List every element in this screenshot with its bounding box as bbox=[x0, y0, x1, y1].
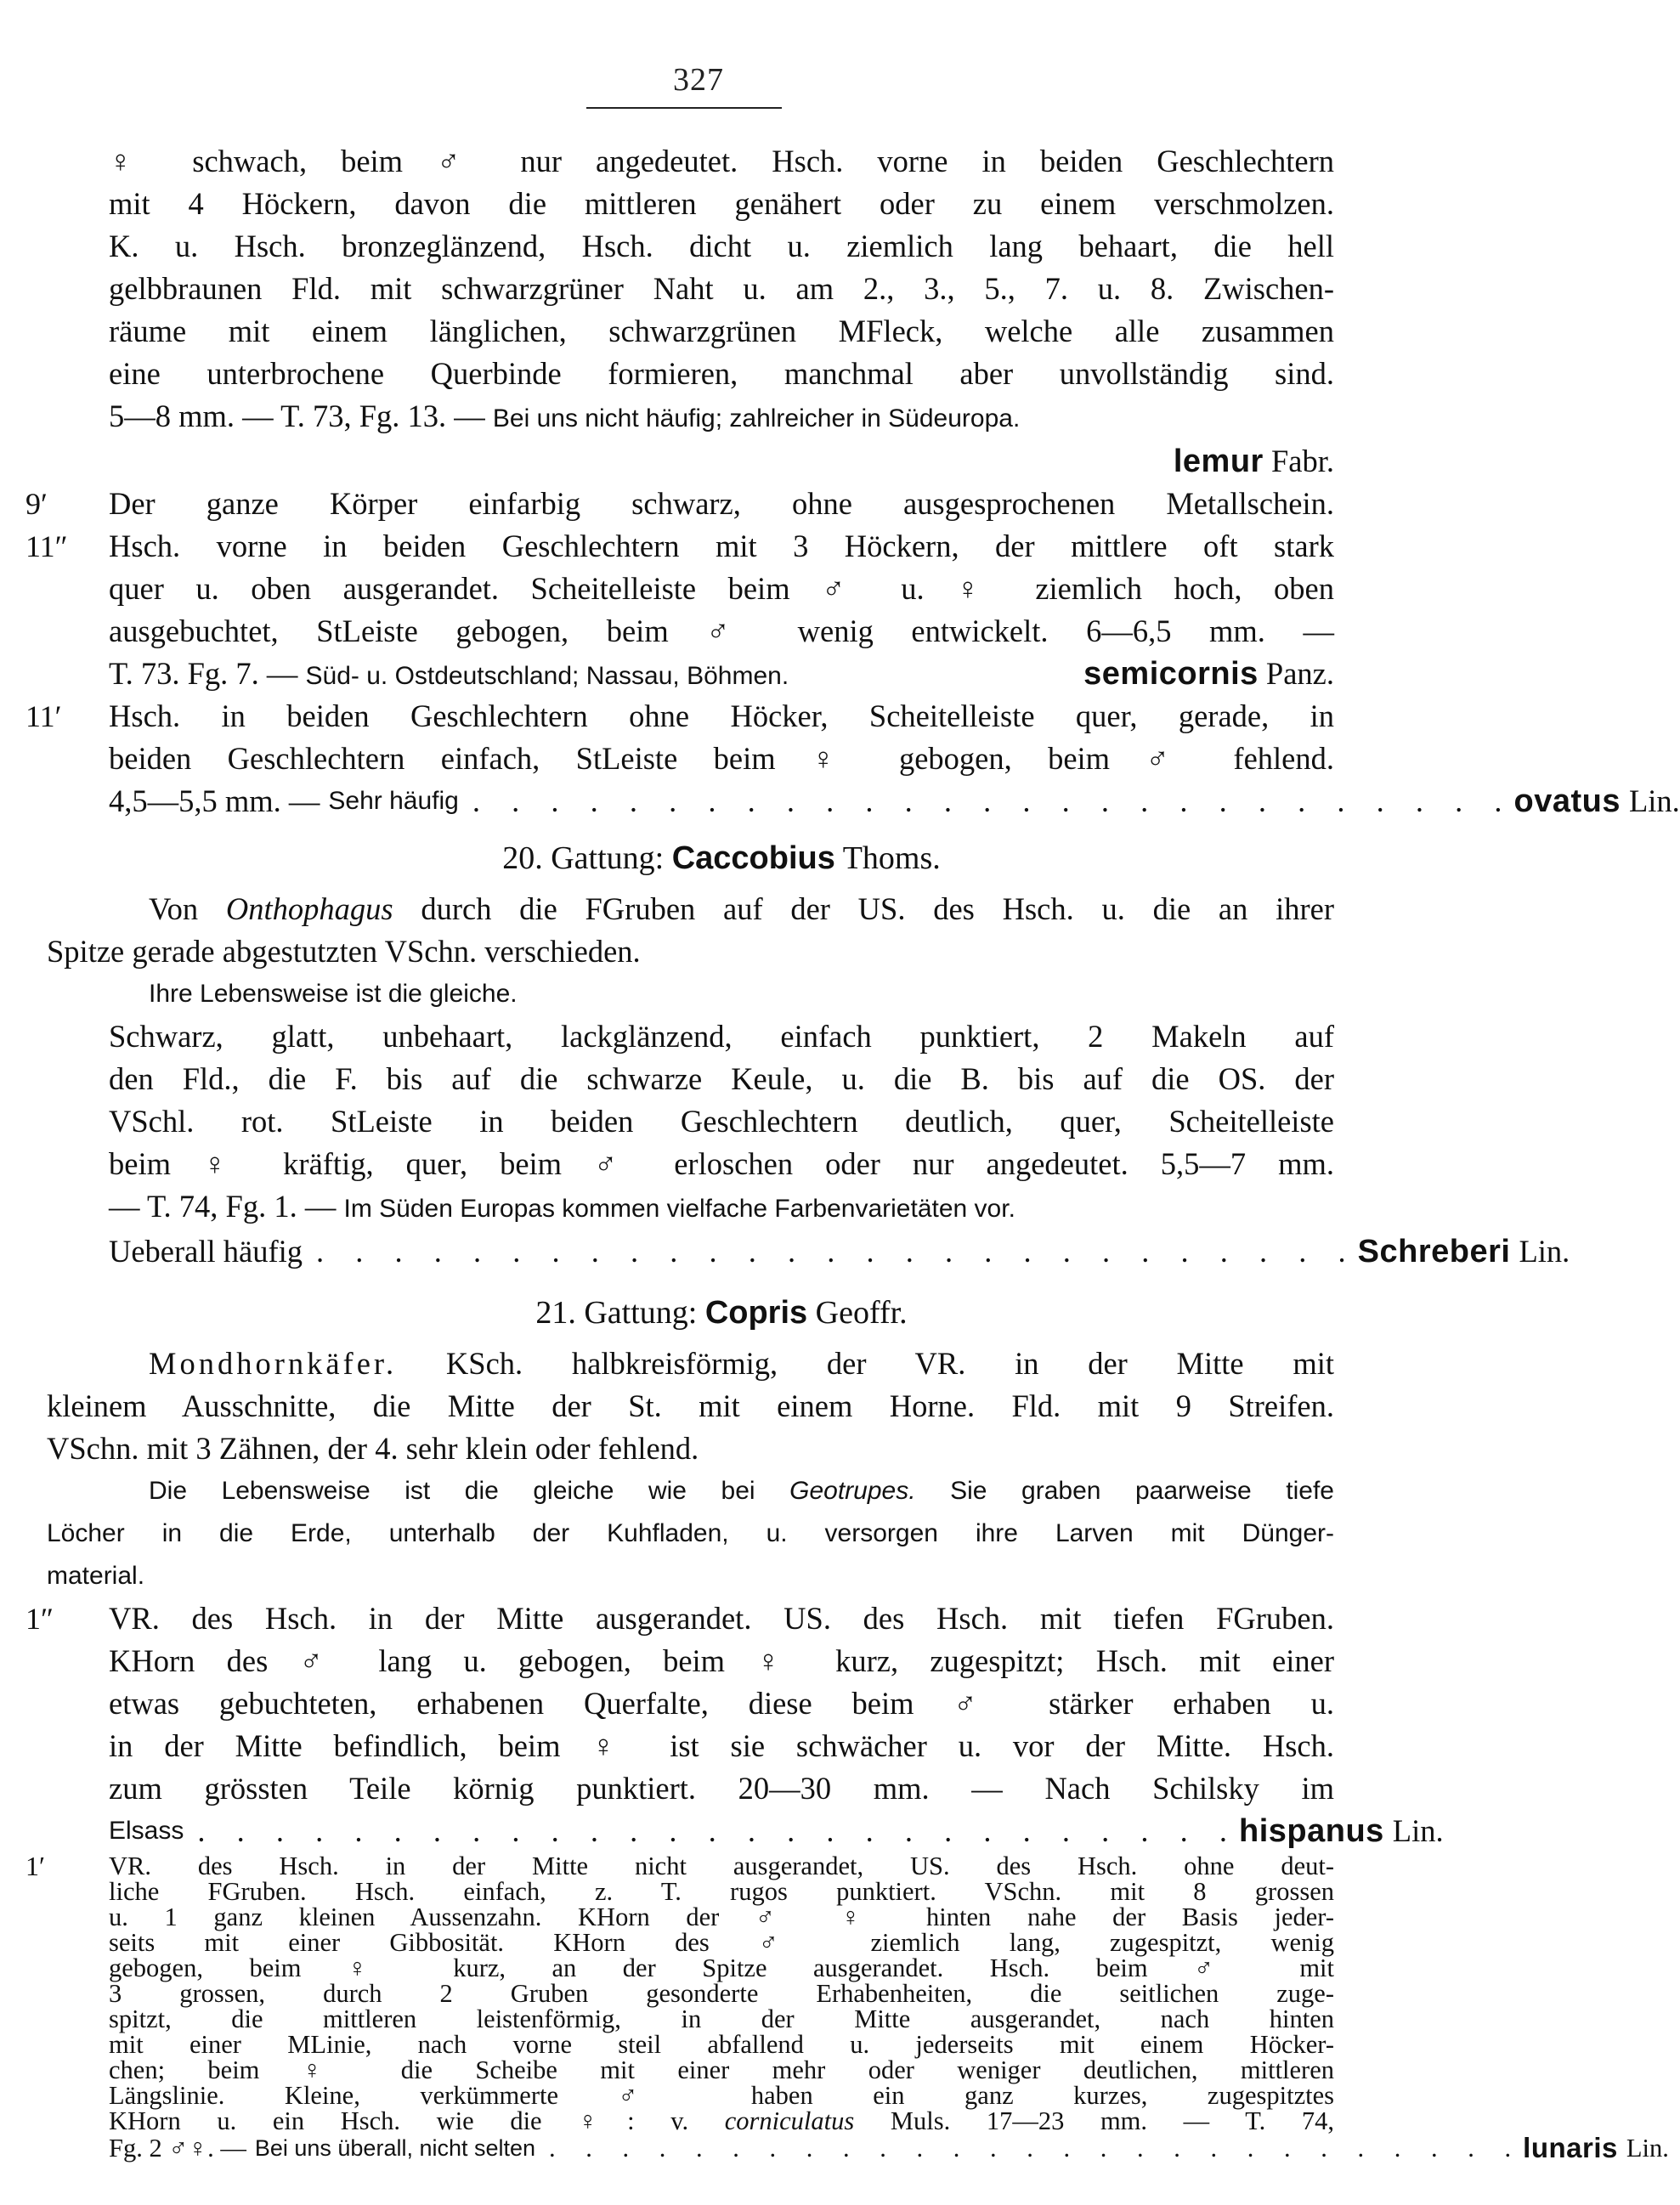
leader-line bbox=[109, 1810, 1444, 1852]
text-line: VSchn. mit 3 Zähnen, der 4. sehr klein oder fehlend. bbox=[47, 1431, 699, 1466]
text-line: Längslinie. Kleine, verkümmerte ♂ haben ein ganz kurzes, zugespitztes bbox=[109, 2081, 1334, 2110]
reference-text: Fg. 2 ♂♀. — bbox=[109, 2134, 246, 2163]
text-line: kleinem Ausschnitte, die Mitte der St. mit einem Horne. Fld. mit 9 Streifen. bbox=[47, 1388, 1334, 1423]
text-line: gebogen, beim ♀ kurz, an der Spitze ausgerandet. Hsch. beim ♂ mit bbox=[109, 1953, 1334, 1982]
text-line: in der Mitte befindlich, beim ♀ ist sie schwächer u. vor der Mitte. Hsch. bbox=[109, 1728, 1334, 1763]
genus-heading bbox=[109, 837, 1334, 879]
genus-number: 21. Gattung: bbox=[535, 1295, 698, 1331]
variety-italic: corniculatus bbox=[724, 2106, 855, 2135]
genus-number: 20. Gattung: bbox=[502, 840, 665, 876]
leader-line bbox=[109, 2132, 1669, 2163]
text-line: ♀ schwach, beim ♂ nur angedeutet. Hsch. vorne in beiden Geschlechtern bbox=[109, 144, 1334, 178]
text-line: räume mit einem länglichen, schwarzgrünen MFleck, welche alle zusammen bbox=[109, 314, 1334, 348]
common-name: Mondhornkäfer. bbox=[149, 1346, 398, 1381]
key-marker: 11′ bbox=[25, 699, 62, 733]
text-line: gelbbraunen Fld. mit schwarzgrüner Naht u. am 2., 3., 5., 7. u. 8. Zwischen- bbox=[109, 271, 1334, 306]
reference-text: T. 73. Fg. 7. — bbox=[109, 656, 298, 691]
leader-dots: . . . . . . . . . . . . . . . . . . . . . . . . . . . bbox=[197, 1813, 1239, 1848]
genus-name: Caccobius bbox=[671, 840, 835, 876]
species-author: Lin. bbox=[1392, 1813, 1444, 1848]
species-line bbox=[109, 440, 1334, 483]
text-line: Hsch. vorne in beiden Geschlechtern mit 3 Höckern, der mittlere oft stark bbox=[109, 529, 1334, 563]
distribution-note: Ueberall häufig bbox=[109, 1234, 303, 1269]
leader-line bbox=[109, 780, 1680, 823]
species-name: lemur bbox=[1173, 444, 1264, 479]
biology-note: material. bbox=[47, 1562, 145, 1590]
text-line bbox=[109, 653, 1334, 695]
text-line: VR. des Hsch. in der Mitte ausgerandet. US. des Hsch. mit tiefen FGruben. bbox=[109, 1601, 1334, 1636]
biology-note: Ihre Lebensweise ist die gleiche. bbox=[149, 980, 518, 1008]
page-number: 327 bbox=[673, 62, 724, 98]
key-marker: 1′ bbox=[25, 1851, 45, 1881]
distribution-note: Sehr häufig bbox=[328, 787, 459, 815]
text-line: Schwarz, glatt, unbehaart, lackglänzend, einfach punktiert, 2 Makeln auf bbox=[109, 1019, 1334, 1054]
text-line: K. u. Hsch. bronzeglänzend, Hsch. dicht u. ziemlich lang behaart, die hell bbox=[109, 229, 1334, 263]
distribution-note: Bei uns überall, nicht selten bbox=[254, 2135, 536, 2161]
text-line: mit 4 Höckern, davon die mittleren genähert oder zu einem verschmolzen. bbox=[109, 186, 1334, 221]
species-author: Lin. bbox=[1519, 1234, 1570, 1269]
key-marker: 1″ bbox=[25, 1602, 54, 1636]
reference-text: — T. 74, Fg. 1. — bbox=[109, 1189, 337, 1224]
genus-heading bbox=[109, 1292, 1334, 1334]
leader-dots: . . . . . . . . . . . . . . . . . . . . . . . . . . . bbox=[549, 2134, 1524, 2163]
reference-text: 5—8 mm. — T. 73, Fg. 13. — bbox=[109, 399, 485, 433]
species-author: Lin. bbox=[1626, 2134, 1669, 2163]
biology-note: Die Lebensweise ist die gleiche wie bei Geotrupes. Sie graben paarweise tiefe bbox=[149, 1477, 1334, 1505]
text-line bbox=[109, 1185, 1334, 1228]
text-line: VR. des Hsch. in der Mitte nicht ausgerandet, US. des Hsch. ohne deut- bbox=[109, 1852, 1334, 1880]
species-name: lunaris bbox=[1523, 2132, 1618, 2163]
text-line: u. 1 ganz kleinen Aussenzahn. KHorn der ♂ ♀ hinten nahe der Basis jeder- bbox=[109, 1903, 1334, 1931]
text-line: ausgebuchtet, StLeiste gebogen, beim ♂ wenig entwickelt. 6—6,5 mm. — bbox=[109, 613, 1334, 648]
text-line: KHorn des ♂ lang u. gebogen, beim ♀ kurz, zugespitzt; Hsch. mit einer bbox=[109, 1643, 1334, 1678]
genus-author: Geoffr. bbox=[815, 1295, 908, 1331]
text-line bbox=[109, 395, 1334, 438]
genus-italic: Onthophagus bbox=[225, 891, 393, 926]
leader-dots: . . . . . . . . . . . . . . . . . . . . . . . . . . . bbox=[316, 1234, 1358, 1269]
text-line: liche FGruben. Hsch. einfach, z. T. rugos punktiert. VSchn. mit 8 grossen bbox=[109, 1877, 1334, 1906]
distribution-note: Elsass bbox=[109, 1817, 184, 1845]
leader-dots: . . . . . . . . . . . . . . . . . . . . . . . . . . . bbox=[472, 783, 1514, 818]
species-author: Fabr. bbox=[1270, 444, 1334, 478]
page-number-rule bbox=[586, 107, 782, 109]
reference-text: 4,5—5,5 mm. — bbox=[109, 783, 320, 818]
distribution-note: Süd- u. Ostdeutschland; Nassau, Böhmen. bbox=[305, 662, 789, 690]
text-line: beim ♀ kräftig, quer, beim ♂ erloschen oder nur angedeutet. 5,5—7 mm. bbox=[109, 1146, 1334, 1181]
species-name: ovatus bbox=[1513, 783, 1621, 819]
text-line: 3 grossen, durch 2 Gruben gesonderte Erhabenheiten, die seitlichen zuge- bbox=[109, 1979, 1334, 2008]
distribution-note: Im Süden Europas kommen vielfache Farbenvarietäten vor. bbox=[343, 1195, 1015, 1223]
text-line: zum grössten Teile körnig punktiert. 20—30 mm. — Nach Schilsky im bbox=[109, 1771, 1334, 1806]
genus-author: Thoms. bbox=[842, 840, 941, 876]
text-line: seits mit einer Gibbosität. KHorn des ♂ ziemlich lang, zugespitzt, wenig bbox=[109, 1928, 1334, 1957]
species-author: Panz. bbox=[1265, 656, 1334, 691]
genus-italic: Geotrupes. bbox=[789, 1477, 916, 1505]
text-line: Von Onthophagus durch die FGruben auf der US. des Hsch. u. die an ihrer bbox=[149, 891, 1334, 926]
text-line: etwas gebuchteten, erhabenen Querfalte, diese beim ♂ stärker erhaben u. bbox=[109, 1686, 1334, 1721]
text-line: den Fld., die F. bis auf die schwarze Keule, u. die B. bis auf die OS. der bbox=[109, 1061, 1334, 1096]
species-name: semicornis bbox=[1083, 656, 1259, 692]
text-line: mit einer MLinie, nach vorne steil abfallend u. jederseits mit einem Höcker- bbox=[109, 2030, 1334, 2059]
species-author: Lin. bbox=[1628, 783, 1680, 818]
distribution-note: Bei uns nicht häufig; zahlreicher in Südeuropa. bbox=[492, 404, 1021, 433]
key-marker: 11″ bbox=[25, 529, 68, 563]
text-line: KHorn u. ein Hsch. wie die ♀: v. corniculatus Muls. 17—23 mm. — T. 74, bbox=[109, 2106, 1334, 2135]
text-line: Hsch. in beiden Geschlechtern ohne Höcker, Scheitelleiste quer, gerade, in bbox=[109, 698, 1334, 733]
text-line: spitzt, die mittleren leistenförmig, in der Mitte ausgerandet, nach hinten bbox=[109, 2004, 1334, 2033]
text-line: Spitze gerade abgestutzten VSchn. verschieden. bbox=[47, 934, 641, 969]
leader-line bbox=[109, 1230, 1570, 1273]
text-line: beiden Geschlechtern einfach, StLeiste beim ♀ gebogen, beim ♂ fehlend. bbox=[109, 741, 1334, 776]
text-line: quer u. oben ausgerandet. Scheitelleiste beim ♂ u. ♀ ziemlich hoch, oben bbox=[109, 571, 1334, 606]
text-line: eine unterbrochene Querbinde formieren, manchmal aber unvollständig sind. bbox=[109, 356, 1334, 391]
species-name: hispanus bbox=[1238, 1813, 1384, 1849]
key-marker: 9′ bbox=[25, 487, 48, 521]
text-line: Mondhornkäfer. KSch. halbkreisförmig, der VR. in der Mitte mit bbox=[149, 1346, 1335, 1381]
species-name: Schreberi bbox=[1357, 1234, 1511, 1269]
text-line: chen; beim ♀ die Scheibe mit einer mehr oder weniger deutlichen, mittleren bbox=[109, 2055, 1334, 2084]
text-line: Der ganze Körper einfarbig schwarz, ohne ausgesprochenen Metallschein. bbox=[109, 486, 1334, 521]
genus-name: Copris bbox=[704, 1295, 808, 1331]
biology-note: Löcher in die Erde, unterhalb der Kuhfladen, u. versorgen ihre Larven mit Dünger- bbox=[47, 1519, 1334, 1547]
text-line: VSchl. rot. StLeiste in beiden Geschlechtern deutlich, quer, Scheitelleiste bbox=[109, 1104, 1334, 1139]
